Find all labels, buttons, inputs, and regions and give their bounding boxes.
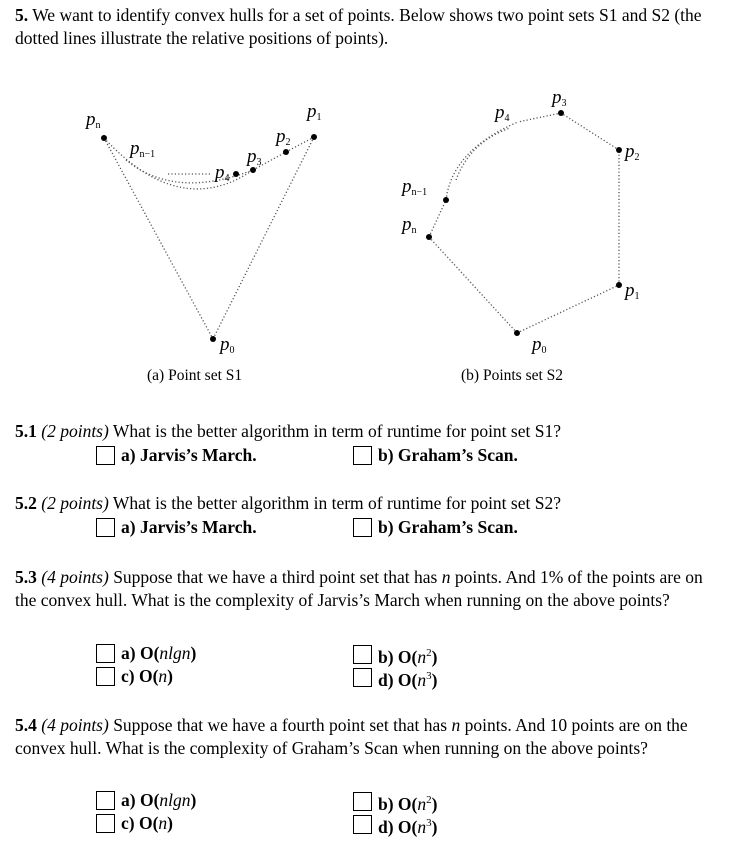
point-p2 [616,147,622,153]
checkbox[interactable] [353,668,372,687]
question-5-4: 5.4 (4 points) Suppose that we have a fourth point set that has n points. And 10 points are on the convex hull. What is the complexity of Graham’s Scan when running on the above points? [15,715,688,758]
point-pn-1 [443,197,449,203]
q5-1-option-a[interactable]: a) Jarvis’s March. [96,444,257,466]
question-number: 5. [15,5,29,25]
point-p0 [514,330,520,336]
label-pn-1: pn−1 [402,176,428,198]
label-p2: p2 [625,141,640,163]
dotted-line-p1-p0 [213,137,314,339]
q5-3-option-d[interactable]: d) $O(n^3)$ [353,665,437,691]
point-pn [426,234,432,240]
q5-2-option-b[interactable]: b) Graham’s Scan. [353,516,518,538]
q5-4-option-a[interactable]: a) O(nlgn) [96,789,196,811]
label-p0: p0 [532,334,547,356]
q5-2-option-a[interactable]: a) Jarvis’s March. [96,516,257,538]
question-5-1: 5.1 (2 points) What is the better algorithm in term of runtime for point set S1? [15,421,561,441]
label-p2: p2 [276,126,291,148]
q5-4-option-d[interactable]: d) $O(n^3)$ [353,812,437,838]
intro-paragraph [15,4,727,50]
checkbox[interactable] [353,518,372,537]
point-p3 [250,167,256,173]
checkbox[interactable] [353,815,372,834]
label-p0: p0 [220,334,235,356]
dotted-line-p0-p1 [517,285,619,333]
label-pn: pn [86,109,101,131]
point-p3 [558,110,564,116]
checkbox[interactable] [353,645,372,664]
checkbox[interactable] [96,446,115,465]
dotted-line-p0-pn [429,237,517,333]
label-p1: p1 [625,280,640,302]
figure-point-set-s2 [380,80,742,380]
q5-3-option-b[interactable]: b) $O(n^2)$ [353,642,437,668]
label-p4: p4 [215,162,230,184]
label-p3: p3 [247,146,262,168]
q5-4-option-c[interactable]: c) O(n) [96,812,173,834]
checkbox[interactable] [353,446,372,465]
figure-point-set-s1 [0,80,380,380]
dotted-line-p2-p3 [561,113,619,150]
checkbox[interactable] [96,791,115,810]
q5-1-option-b[interactable]: b) Graham’s Scan. [353,444,518,466]
dotted-curve-pn1-p4 [446,122,518,200]
label-pn: pn [402,214,417,236]
checkbox[interactable] [96,518,115,537]
dotted-line-pn-pn1 [429,200,446,237]
intro-text: We want to identify convex hulls for a set of points. Below shows two point sets S1 and S2 (the dotted lines illustrate the relative positions of points). [15,5,702,48]
dotted-line-p3-p4 [518,113,561,122]
point-p4 [233,171,239,177]
figure-a-caption: (a) Point set S1 [147,367,243,384]
label-pn-1: pn−1 [130,138,156,160]
checkbox[interactable] [353,792,372,811]
dotted-line-pn-p0 [104,138,213,339]
question-5-2: 5.2 (2 points) What is the better algorithm in term of runtime for point set S2? [15,493,561,513]
label-p3: p3 [552,87,567,109]
point-p0 [210,336,216,342]
dotted-curve-inner-b [456,128,510,180]
checkbox[interactable] [96,814,115,833]
dotted-curve-pn-p3 [104,138,253,189]
dotted-curve-inner [126,160,253,183]
point-p1 [616,282,622,288]
point-p1 [311,134,317,140]
label-p4: p4 [495,102,510,124]
q5-3-option-c[interactable]: c) O(n) [96,665,173,687]
checkbox[interactable] [96,667,115,686]
point-p2 [283,149,289,155]
q5-3-option-a[interactable]: a) O(nlgn) [96,642,196,664]
label-p1: p1 [307,101,322,123]
question-5-3: 5.3 (4 points) Suppose that we have a third point set that has n points. And 1% of the points are on the convex hull. What is the complexity of Jarvis’s March when running on the above points? [15,567,703,610]
checkbox[interactable] [96,644,115,663]
q5-4-option-b[interactable]: b) $O(n^2)$ [353,789,437,815]
point-pn [101,135,107,141]
figure-b-caption: (b) Points set S2 [461,367,564,384]
